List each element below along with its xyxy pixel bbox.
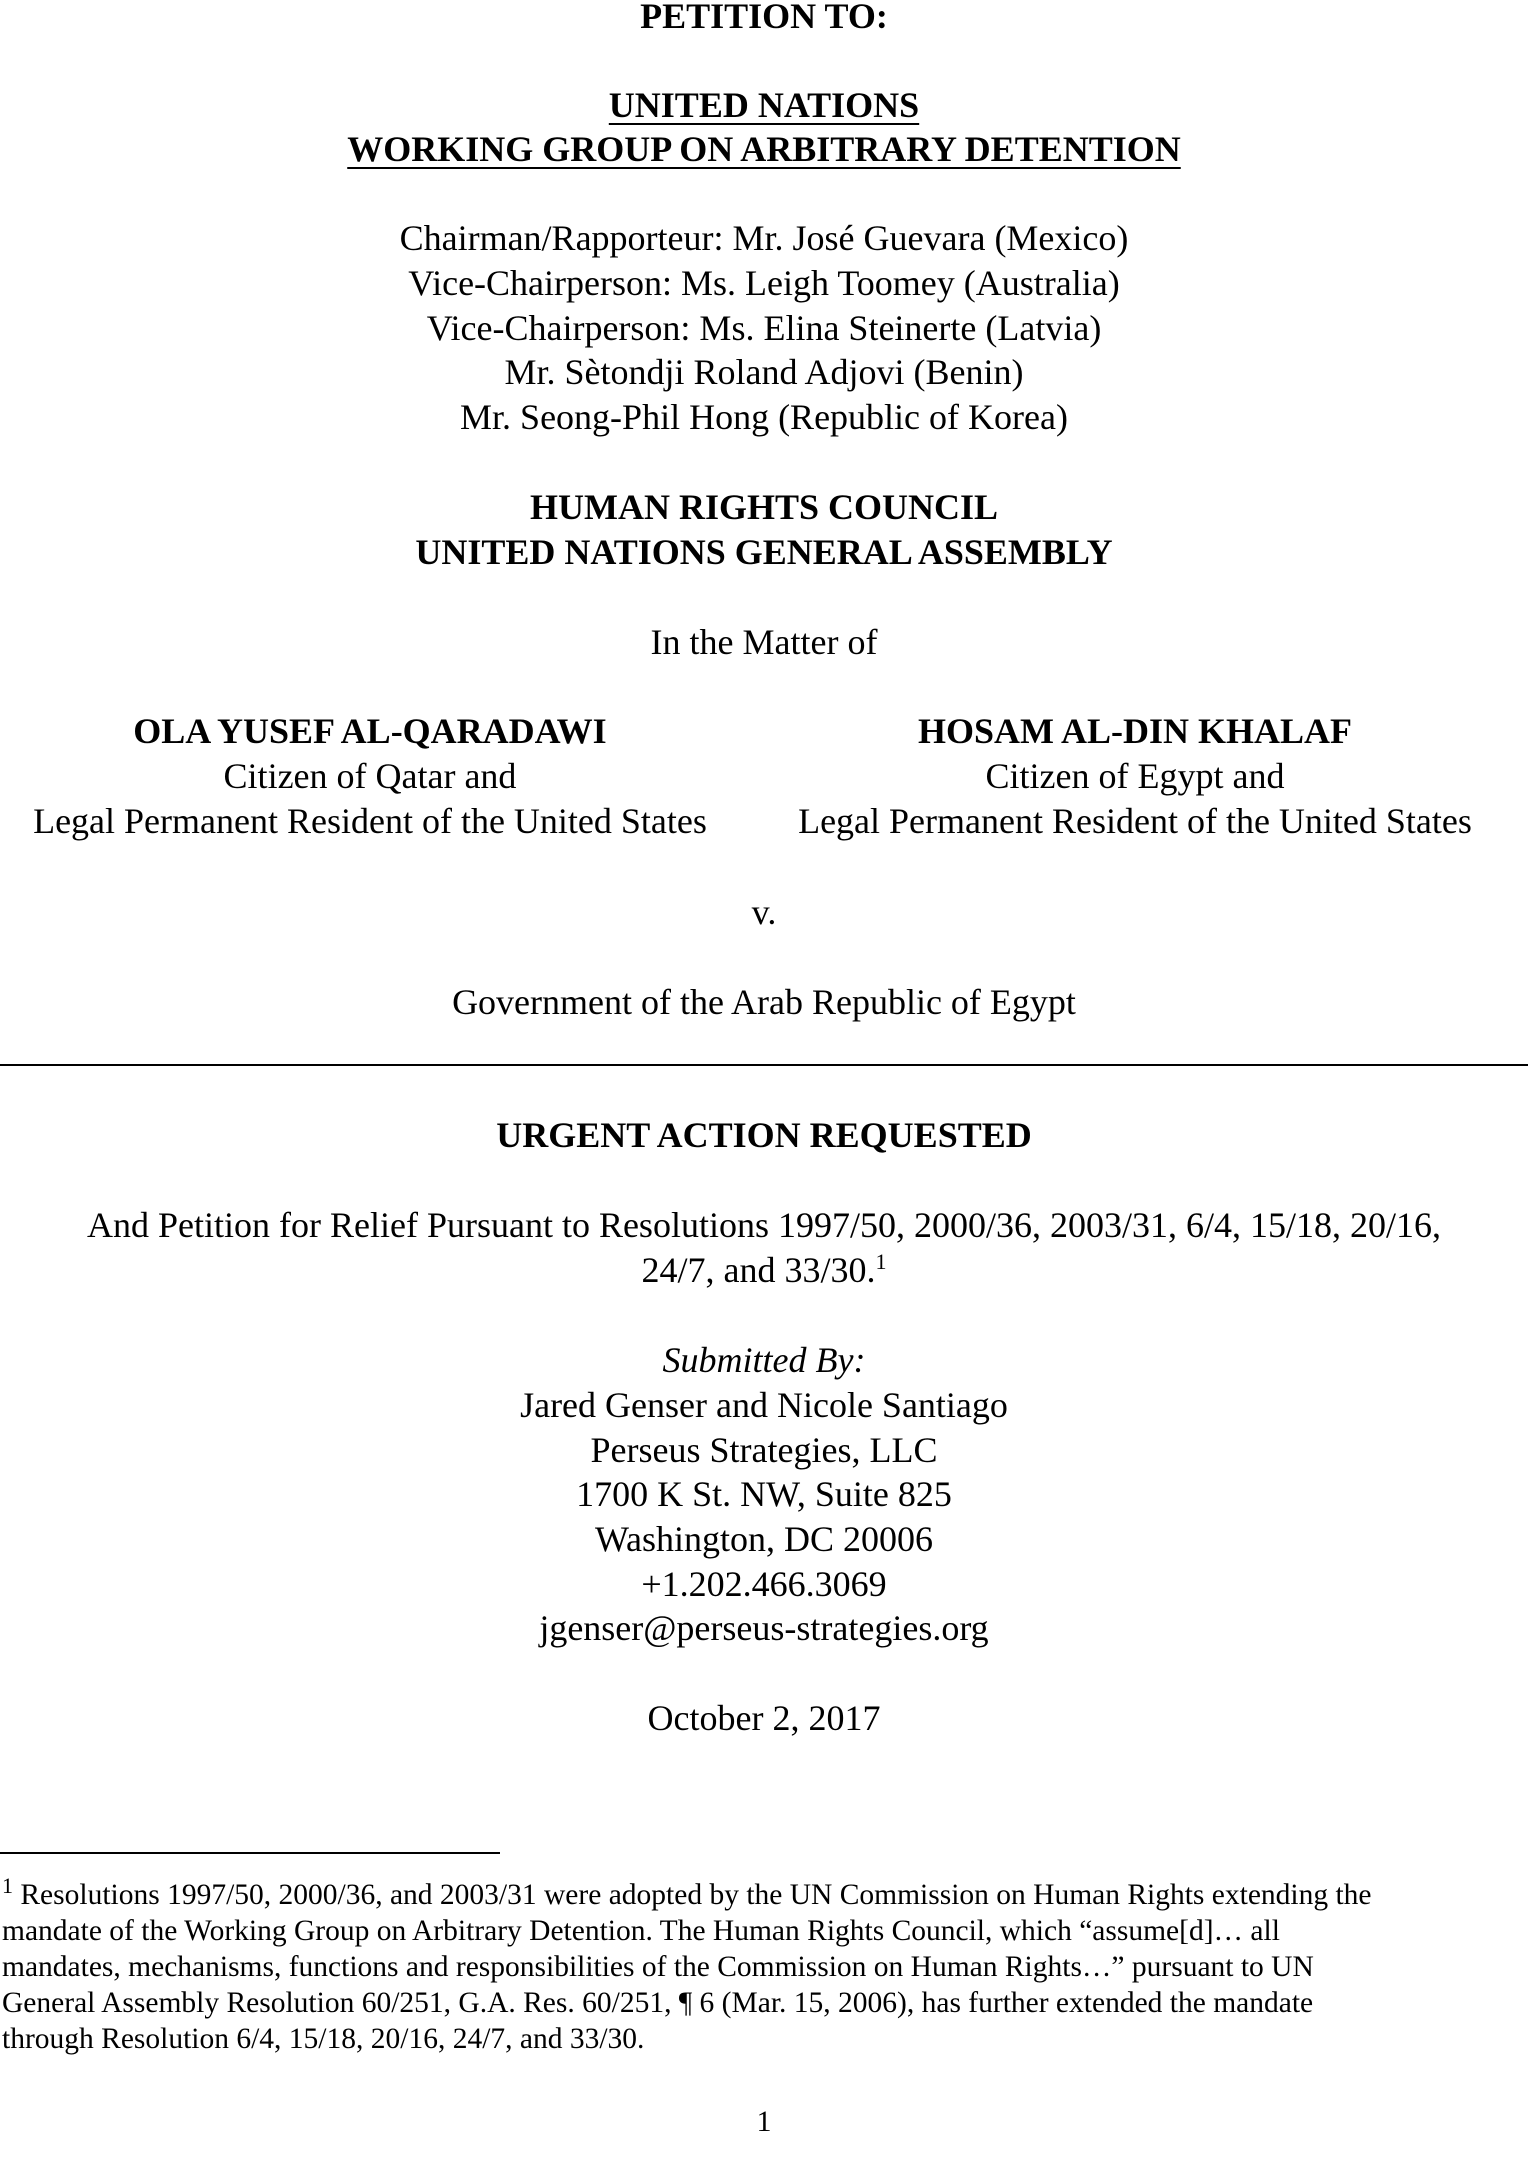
page-number: 1 bbox=[756, 2105, 772, 2138]
submitter-names: Jared Genser and Nicole Santiago bbox=[520, 1385, 1008, 1425]
footnote-line-2: mandate of the Working Group on Arbitrary Detention. The Human Rights Council, which “assume[d]… all bbox=[2, 1915, 1280, 1947]
document-date: October 2, 2017 bbox=[647, 1698, 881, 1738]
petitioner-2-name: HOSAM AL-DIN KHALAF bbox=[917, 711, 1353, 751]
member-hong: Mr. Seong-Phil Hong (Republic of Korea) bbox=[460, 397, 1068, 437]
footnote-separator bbox=[0, 1852, 500, 1854]
submitted-by-label: Submitted By: bbox=[662, 1340, 866, 1380]
wgad-heading bbox=[0, 127, 1528, 172]
matter-line: In the Matter of bbox=[650, 622, 878, 662]
footnote-line-3: mandates, mechanisms, functions and responsibilities of the Commission on Human Rights…” pursuant to UN bbox=[2, 1951, 1314, 1983]
footnote-line-5: through Resolution 6/4, 15/18, 20/16, 24/7, and 33/30. bbox=[2, 2023, 645, 2055]
member-vice-chair-2: Vice-Chairperson: Ms. Elina Steinerte (Latvia) bbox=[426, 308, 1102, 348]
footnote bbox=[2, 1873, 1522, 2057]
petitioner-1-residency: Legal Permanent Resident of the United States bbox=[33, 801, 707, 841]
submitter-street: 1700 K St. NW, Suite 825 bbox=[576, 1474, 952, 1514]
petitioner-2-citizenship: Citizen of Egypt and bbox=[985, 756, 1285, 796]
member-vice-chair-1: Vice-Chairperson: Ms. Leigh Toomey (Australia) bbox=[408, 263, 1120, 303]
petitioner-1-citizenship: Citizen of Qatar and bbox=[223, 756, 517, 796]
relief-line-2-text: 24/7, and 33/30. bbox=[641, 1250, 876, 1290]
council-heading-2: UNITED NATIONS GENERAL ASSEMBLY bbox=[415, 532, 1113, 572]
relief-line-2 bbox=[0, 1248, 1528, 1293]
horizontal-rule bbox=[0, 1064, 1528, 1066]
un-heading bbox=[0, 83, 1528, 128]
footnote-reference[interactable]: 1 bbox=[875, 1249, 887, 1274]
member-adjovi: Mr. Sètondji Roland Adjovi (Benin) bbox=[504, 352, 1024, 392]
respondent: Government of the Arab Republic of Egypt bbox=[452, 982, 1076, 1022]
wgad-heading-text: WORKING GROUP ON ARBITRARY DETENTION bbox=[347, 129, 1181, 169]
submitter-email: jgenser@perseus-strategies.org bbox=[539, 1608, 989, 1648]
footnote-line-1: $^1$ Resolutions 1997/50, 2000/36, and 2003/31 were adopted by the UN Commission on Human Rights extending the bbox=[2, 1873, 1372, 1911]
relief-line-1: And Petition for Relief Pursuant to Resolutions 1997/50, 2000/36, 2003/31, 6/4, 15/18, 20/16, bbox=[87, 1205, 1441, 1245]
submitter-phone: +1.202.466.3069 bbox=[641, 1564, 887, 1604]
submitter-org: Perseus Strategies, LLC bbox=[590, 1430, 938, 1470]
versus: v. bbox=[751, 892, 777, 932]
council-heading-1: HUMAN RIGHTS COUNCIL bbox=[529, 487, 999, 527]
petitioner-1-name: OLA YUSEF AL-QARADAWI bbox=[133, 711, 607, 751]
member-chairman: Chairman/Rapporteur: Mr. José Guevara (Mexico) bbox=[399, 218, 1129, 258]
footnote-number: 1 bbox=[2, 1873, 13, 1899]
petitioner-2-residency: Legal Permanent Resident of the United States bbox=[798, 801, 1472, 841]
petition-to-heading: PETITION TO: bbox=[640, 0, 888, 36]
un-heading-text: UNITED NATIONS bbox=[608, 85, 920, 125]
urgent-heading: URGENT ACTION REQUESTED bbox=[496, 1115, 1032, 1155]
footnote-line-4: General Assembly Resolution 60/251, G.A. Res. 60/251, ¶ 6 (Mar. 15, 2006), has further extended the mandate bbox=[2, 1987, 1314, 2019]
submitter-city: Washington, DC 20006 bbox=[594, 1519, 934, 1559]
